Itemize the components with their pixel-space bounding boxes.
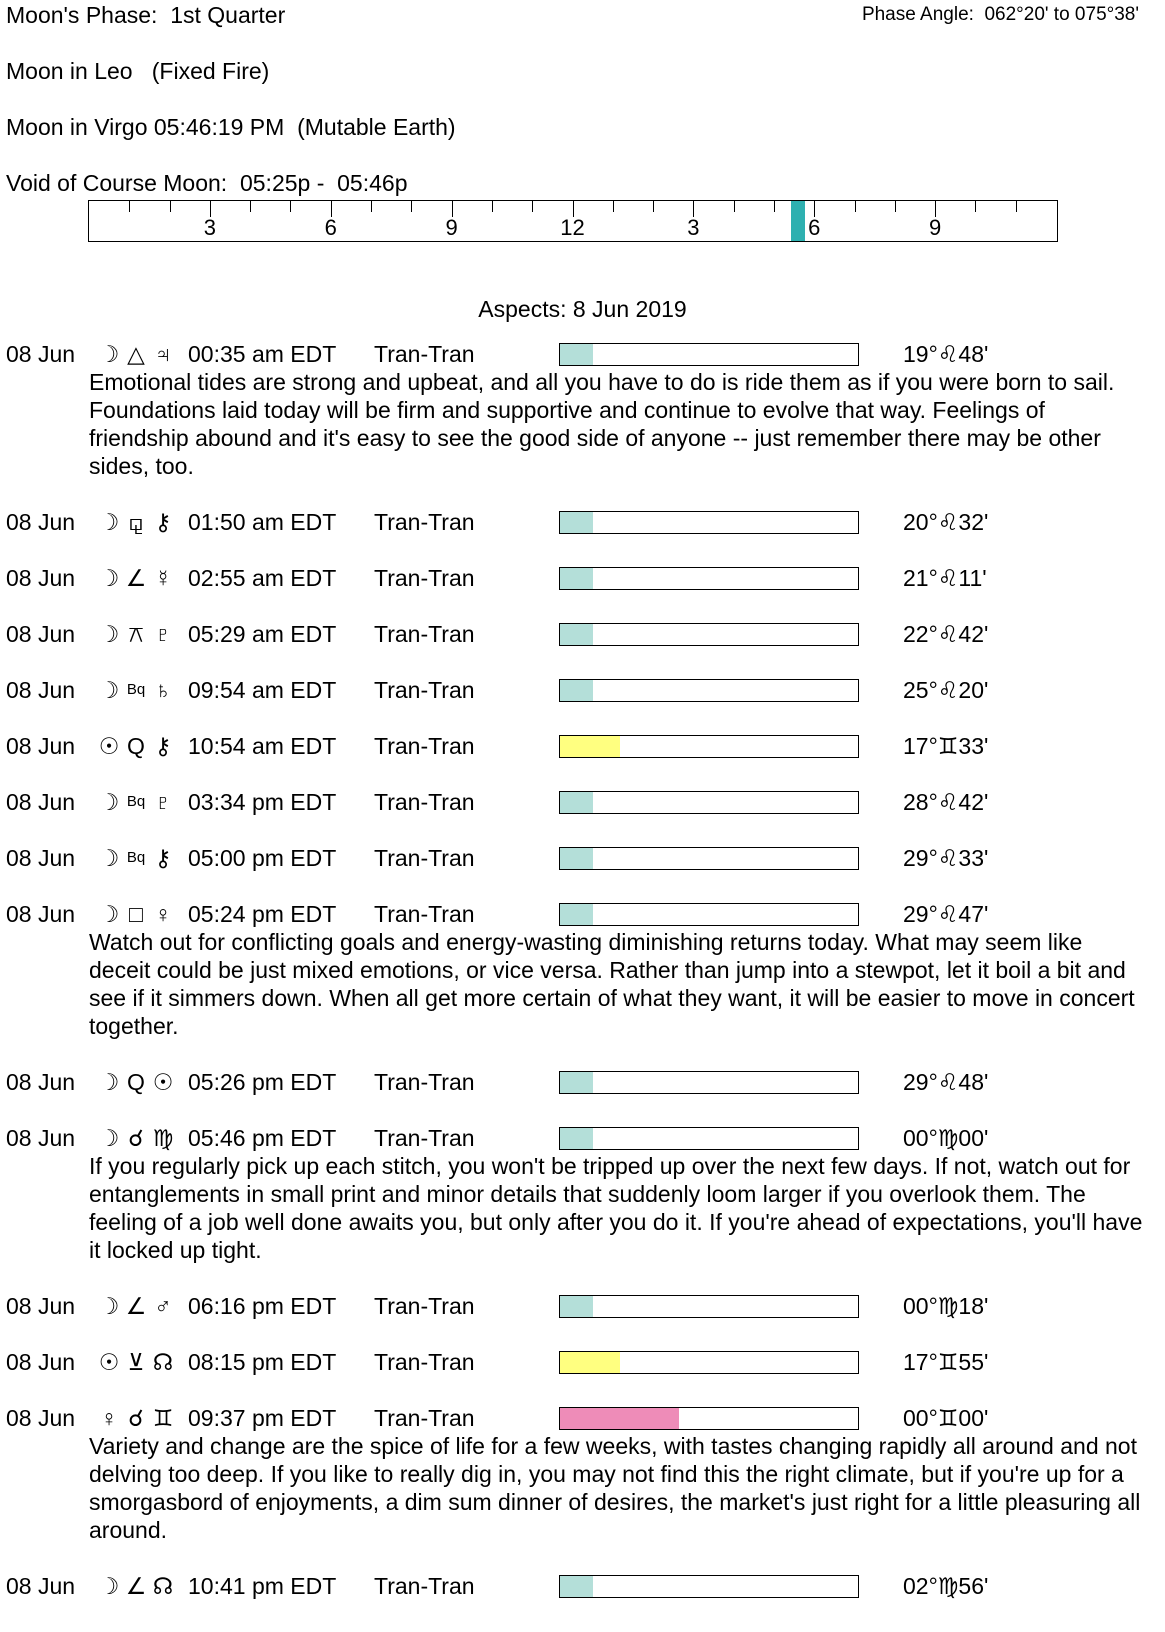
planet-glyph-icon: ♂ <box>154 1293 172 1319</box>
aspect-date: 08 Jun <box>6 509 76 535</box>
strength-bar-fill <box>560 624 593 645</box>
aspect-item <box>6 1572 1156 1600</box>
aspect-item <box>6 564 1156 592</box>
strength-bar <box>559 791 859 814</box>
strength-bar <box>559 679 859 702</box>
aspect-time: 05:29 am EDT <box>188 621 337 647</box>
strength-bar <box>559 1127 859 1150</box>
planet-glyph-icon: ♄ <box>154 677 172 703</box>
aspect-date: 08 Jun <box>6 341 76 367</box>
aspect-type: Tran-Tran <box>374 1349 475 1375</box>
aspect-row <box>6 788 1156 816</box>
aspect-position: 20°♌32' <box>903 509 989 535</box>
aspect-position: 19°♌48' <box>903 341 989 367</box>
aspect-type: Tran-Tran <box>374 1405 475 1431</box>
strength-bar-fill <box>560 680 593 701</box>
aspect-item <box>6 1348 1156 1376</box>
aspect-date: 08 Jun <box>6 733 76 759</box>
planet-glyph-icon: ☽ <box>98 621 120 647</box>
aspect-type: Tran-Tran <box>374 733 475 759</box>
aspect-glyph-icon: Q <box>127 1069 145 1095</box>
aspect-glyph-icon: ∠ <box>125 1293 147 1319</box>
aspect-date: 08 Jun <box>6 845 76 871</box>
aspect-type: Tran-Tran <box>374 789 475 815</box>
strength-bar <box>559 1295 859 1318</box>
planet-glyph-icon: ⚷ <box>154 845 172 871</box>
aspect-date: 08 Jun <box>6 1349 76 1375</box>
timeline-tick <box>734 201 735 212</box>
aspect-time: 03:34 pm EDT <box>188 789 337 815</box>
aspect-row <box>6 1068 1156 1096</box>
aspect-type: Tran-Tran <box>374 1293 475 1319</box>
aspect-description: If you regularly pick up each stitch, you won't be tripped up over the next few days. If not, watch out for entanglements in small print and minor details that suddenly loom larger if you overlook them. The feeling of a job well done awaits you, but only after you do it. If you're ahead of expectations, you'll have it locked up tight. <box>89 1153 1143 1263</box>
aspect-row <box>6 1348 1156 1376</box>
aspect-type: Tran-Tran <box>374 1125 475 1151</box>
aspect-type: Tran-Tran <box>374 677 475 703</box>
aspect-item <box>6 900 1156 1040</box>
planet-glyph-icon: ☽ <box>98 677 120 703</box>
strength-bar-fill <box>560 848 593 869</box>
timeline-tick <box>371 201 372 212</box>
aspect-glyph-icon: Bq <box>126 793 146 810</box>
aspect-date: 08 Jun <box>6 1405 76 1431</box>
aspect-position: 22°♌42' <box>903 621 989 647</box>
aspect-date: 08 Jun <box>6 901 76 927</box>
aspect-position: 29°♌33' <box>903 845 989 871</box>
moon-sign: Moon in Leo (Fixed Fire) <box>6 58 270 84</box>
aspect-type: Tran-Tran <box>374 565 475 591</box>
aspect-row <box>6 900 1156 928</box>
aspect-date: 08 Jun <box>6 1069 76 1095</box>
aspect-glyph-icon: □ <box>129 901 143 927</box>
aspect-description: Watch out for conflicting goals and energy-wasting diminishing returns today. What may seem like deceit could be just mixed emotions, or vice versa. Rather than jump into a stewpot, let it boil a bit and see if it simmers down. When all get more certain of what they want, it will be easier to move in concert together. <box>89 929 1135 1039</box>
aspect-type: Tran-Tran <box>374 509 475 535</box>
timeline-hour-label: 6 <box>808 215 821 240</box>
aspect-date: 08 Jun <box>6 677 76 703</box>
timeline-hour-label: 3 <box>687 215 700 240</box>
strength-bar-fill <box>560 792 593 813</box>
timeline-tick <box>1016 201 1017 212</box>
aspect-position: 21°♌11' <box>903 565 987 591</box>
aspect-time: 02:55 am EDT <box>188 565 337 591</box>
aspect-row <box>6 564 1156 592</box>
planet-glyph-icon: ♀ <box>100 1405 118 1431</box>
void-of-course-bar <box>791 201 805 241</box>
aspect-row <box>6 844 1156 872</box>
aspect-time: 08:15 pm EDT <box>188 1349 337 1375</box>
void-of-course-timeline <box>88 200 1058 242</box>
timeline-hour-label: 9 <box>929 215 942 240</box>
planet-glyph-icon: ☊ <box>152 1349 174 1375</box>
planet-glyph-icon: ⚷ <box>154 733 172 759</box>
strength-bar <box>559 735 859 758</box>
aspect-glyph-icon: ⚼ <box>128 509 144 535</box>
planet-glyph-icon: ♇ <box>154 789 172 815</box>
aspect-glyph-icon: ☌ <box>128 1405 144 1431</box>
aspect-time: 00:35 am EDT <box>188 341 337 367</box>
planet-glyph-icon: ☽ <box>98 1069 120 1095</box>
planet-glyph-icon: ☽ <box>98 1125 120 1151</box>
aspect-row <box>6 620 1156 648</box>
planet-glyph-icon: ☽ <box>98 509 120 535</box>
strength-bar-fill <box>560 736 620 757</box>
aspects-title: Aspects: 8 Jun 2019 <box>478 296 687 322</box>
aspect-date: 08 Jun <box>6 621 76 647</box>
timeline-tick <box>895 201 896 212</box>
aspect-date: 08 Jun <box>6 1573 76 1599</box>
timeline-tick <box>290 201 291 212</box>
timeline-tick <box>855 201 856 212</box>
aspect-time: 09:37 pm EDT <box>188 1405 337 1431</box>
aspect-row <box>6 1124 1156 1152</box>
aspect-row <box>6 676 1156 704</box>
aspect-position: 25°♌20' <box>903 677 989 703</box>
timeline-tick <box>411 201 412 212</box>
strength-bar <box>559 567 859 590</box>
timeline-tick <box>774 201 775 212</box>
planet-glyph-icon: ☉ <box>152 1069 174 1095</box>
aspect-position: 29°♌47' <box>903 901 989 927</box>
timeline-tick <box>129 201 130 212</box>
aspect-row <box>6 508 1156 536</box>
strength-bar <box>559 511 859 534</box>
aspect-position: 17°♊55' <box>903 1349 989 1375</box>
planet-glyph-icon: ☉ <box>98 733 120 759</box>
aspect-description: Emotional tides are strong and upbeat, and all you have to do is ride them as if you were born to sail. Foundations laid today will be firm and supportive and continue to evolve that way. Feelings of friendship abound and it's easy to see the good side of anyone -- just remember there may be other sides, too. <box>89 369 1115 479</box>
strength-bar <box>559 1351 859 1374</box>
aspect-row <box>6 732 1156 760</box>
aspect-item <box>6 844 1156 872</box>
strength-bar-fill <box>560 512 593 533</box>
aspect-item <box>6 1404 1156 1544</box>
moon-ingress: Moon in Virgo 05:46:19 PM (Mutable Earth) <box>6 114 456 140</box>
aspect-item <box>6 788 1156 816</box>
aspect-time: 05:24 pm EDT <box>188 901 337 927</box>
aspect-item <box>6 508 1156 536</box>
planet-glyph-icon: ☿ <box>154 565 172 591</box>
aspect-time: 06:16 pm EDT <box>188 1293 337 1319</box>
aspect-position: 17°♊33' <box>903 733 989 759</box>
strength-bar-fill <box>560 568 593 589</box>
aspect-date: 08 Jun <box>6 789 76 815</box>
aspect-position: 29°♌48' <box>903 1069 989 1095</box>
aspect-type: Tran-Tran <box>374 621 475 647</box>
aspect-glyph-icon: Q <box>127 733 145 759</box>
aspect-item <box>6 1124 1156 1264</box>
aspect-time: 10:41 pm EDT <box>188 1573 337 1599</box>
strength-bar <box>559 903 859 926</box>
aspect-item <box>6 1292 1156 1320</box>
strength-bar-fill <box>560 1128 593 1149</box>
planet-glyph-icon: ☽ <box>98 901 120 927</box>
timeline-tick <box>250 201 251 212</box>
aspect-row <box>6 1572 1156 1600</box>
planet-glyph-icon: ☽ <box>98 1293 120 1319</box>
aspect-position: 00°♍18' <box>903 1293 989 1319</box>
strength-bar-fill <box>560 904 593 925</box>
aspect-time: 01:50 am EDT <box>188 509 337 535</box>
aspect-glyph-icon: ∠ <box>125 1573 147 1599</box>
aspect-row <box>6 1292 1156 1320</box>
aspect-date: 08 Jun <box>6 565 76 591</box>
planet-glyph-icon: ☽ <box>98 341 120 367</box>
aspect-item <box>6 732 1156 760</box>
aspect-item <box>6 620 1156 648</box>
aspect-date: 08 Jun <box>6 1293 76 1319</box>
aspect-position: 00°♊00' <box>903 1405 989 1431</box>
phase-angle: Phase Angle: 062°20' to 075°38' <box>861 4 1139 25</box>
aspect-glyph-icon: ☌ <box>128 1125 144 1151</box>
aspect-item <box>6 1068 1156 1096</box>
strength-bar-fill <box>560 1352 620 1373</box>
timeline-hour-label: 6 <box>324 215 337 240</box>
aspect-glyph-icon: ∠ <box>125 565 147 591</box>
planet-glyph-icon: ☊ <box>152 1573 174 1599</box>
planet-glyph-icon: ☽ <box>98 789 120 815</box>
aspect-time: 05:00 pm EDT <box>188 845 337 871</box>
planet-glyph-icon: ☽ <box>98 1573 120 1599</box>
aspect-position: 02°♍56' <box>903 1573 989 1599</box>
aspect-type: Tran-Tran <box>374 1573 475 1599</box>
planet-glyph-icon: ♊ <box>152 1405 174 1431</box>
aspect-type: Tran-Tran <box>374 845 475 871</box>
aspect-glyph-icon: ⚻ <box>128 621 144 647</box>
planet-glyph-icon: ♍ <box>152 1125 174 1151</box>
timeline-hour-label: 9 <box>445 215 458 240</box>
strength-bar <box>559 847 859 870</box>
timeline-hour-label: 3 <box>203 215 216 240</box>
planet-glyph-icon: ☽ <box>98 565 120 591</box>
strength-bar-fill <box>560 1576 593 1597</box>
aspect-row <box>6 340 1156 368</box>
strength-bar <box>559 1575 859 1598</box>
aspect-position: 00°♍00' <box>903 1125 989 1151</box>
aspect-list <box>6 340 1156 1628</box>
aspect-glyph-icon: Bq <box>126 681 146 698</box>
aspect-time: 09:54 am EDT <box>188 677 337 703</box>
strength-bar-fill <box>560 1072 593 1093</box>
moon-phase: Moon's Phase: 1st Quarter <box>6 2 286 28</box>
planet-glyph-icon: ☉ <box>98 1349 120 1375</box>
strength-bar-fill <box>560 1408 679 1429</box>
timeline-tick <box>170 201 171 212</box>
aspect-time: 05:26 pm EDT <box>188 1069 337 1095</box>
timeline-tick <box>975 201 976 212</box>
aspect-time: 10:54 am EDT <box>188 733 337 759</box>
planet-glyph-icon: ♇ <box>154 621 172 647</box>
timeline-tick <box>653 201 654 212</box>
aspect-glyph-icon: Bq <box>126 849 146 866</box>
planet-glyph-icon: ⚷ <box>154 509 172 535</box>
timeline-tick <box>613 201 614 212</box>
aspect-item <box>6 340 1156 480</box>
strength-bar <box>559 1407 859 1430</box>
aspect-item <box>6 676 1156 704</box>
strength-bar <box>559 623 859 646</box>
aspect-glyph-icon: ⊻ <box>127 1349 145 1375</box>
void-of-course: Void of Course Moon: 05:25p - 05:46p <box>6 170 408 196</box>
planet-glyph-icon: ♃ <box>154 341 172 367</box>
aspect-date: 08 Jun <box>6 1125 76 1151</box>
timeline-hour-label: 12 <box>560 215 585 240</box>
planet-glyph-icon: ☽ <box>98 845 120 871</box>
strength-bar <box>559 1071 859 1094</box>
aspect-type: Tran-Tran <box>374 1069 475 1095</box>
aspect-type: Tran-Tran <box>374 341 475 367</box>
strength-bar <box>559 343 859 366</box>
timeline-tick <box>532 201 533 212</box>
strength-bar-fill <box>560 344 593 365</box>
aspect-time: 05:46 pm EDT <box>188 1125 337 1151</box>
aspect-position: 28°♌42' <box>903 789 989 815</box>
aspect-glyph-icon: △ <box>127 341 145 367</box>
strength-bar-fill <box>560 1296 593 1317</box>
timeline-tick <box>492 201 493 212</box>
planet-glyph-icon: ♀ <box>154 901 172 927</box>
aspect-description: Variety and change are the spice of life for a few weeks, with tastes changing rapidly all around and not delving too deep. If you like to really dig in, you may not find this the right climate, but if you're up for a smorgasbord of enjoyments, a dim sum dinner of desires, the market's just right for a little pleasuring all around. <box>89 1433 1141 1543</box>
aspect-type: Tran-Tran <box>374 901 475 927</box>
aspect-row <box>6 1404 1156 1432</box>
